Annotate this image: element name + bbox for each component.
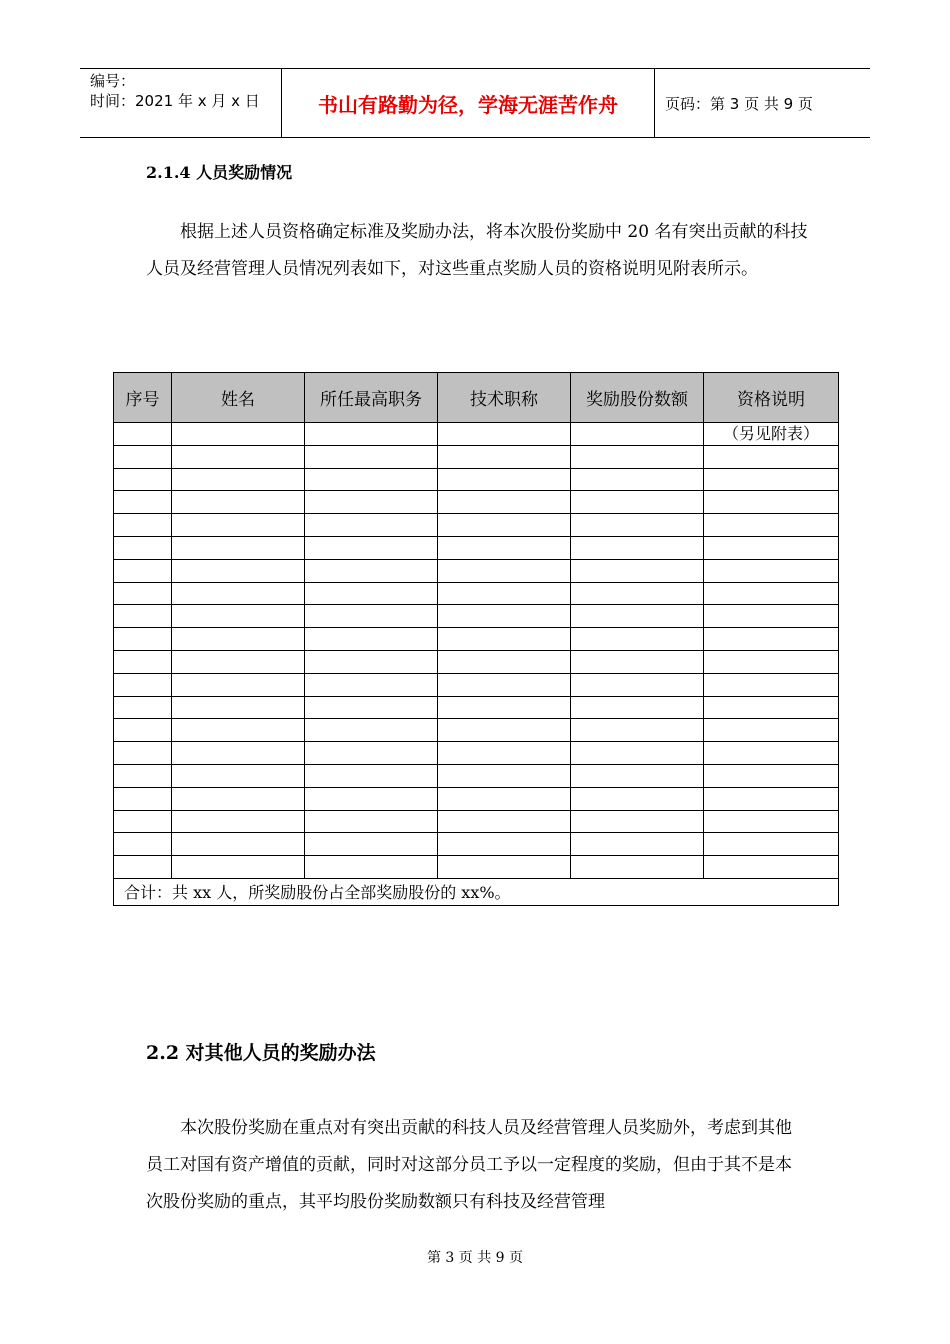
section-2-2-heading: 2.2 对其他人员的奖励办法	[146, 1042, 376, 1064]
table-row	[114, 582, 839, 605]
table-total: 合计：共 xx 人，所奖励股份占全部奖励股份的 xx%。	[114, 878, 839, 905]
page-header	[80, 68, 870, 138]
section-2-1-4-paragraph	[146, 214, 808, 288]
table-row	[114, 536, 839, 559]
col-header-shares: 奖励股份数额	[571, 373, 704, 423]
page-footer: 第 3 页 共 9 页	[426, 1250, 524, 1266]
qualification-note: （另见附表）	[704, 423, 839, 446]
table-row	[114, 696, 839, 719]
col-header-index: 序号	[114, 373, 172, 423]
table-row	[114, 856, 839, 879]
table-row	[114, 764, 839, 787]
section-2-1-4-text: 根据上述人员资格确定标准及奖励办法，将本次股份奖励中 20 名有突出贡献的科技人员及经营管理人员情况列表如下，对这些重点奖励人员的资格说明见附表所示。	[146, 222, 808, 279]
table-row	[114, 650, 839, 673]
table-header-row	[114, 373, 839, 423]
section-2-2-text: 本次股份奖励在重点对有突出贡献的科技人员及经营管理人员奖励外，考虑到其他员工对国有资产增值的贡献，同时对这部分员工予以一定程度的奖励，但由于其不是本次股份奖励的重点，其平均股份奖励数额只有科技及经营管理	[146, 1118, 792, 1212]
table-row	[114, 810, 839, 833]
table-row	[114, 468, 839, 491]
header-meta	[80, 69, 282, 137]
table-row	[114, 559, 839, 582]
award-table	[113, 372, 839, 906]
table-row	[114, 445, 839, 468]
table-row	[114, 833, 839, 856]
section-2-2-paragraph	[146, 1110, 808, 1221]
header-time: 时间：2021 年 x 月 x 日	[90, 92, 260, 110]
section-2-1-4-heading: 2.1.4 人员奖励情况	[146, 163, 293, 182]
table-row	[114, 628, 839, 651]
header-slogan: 书山有路勤为径，学海无涯苦作舟	[282, 69, 655, 137]
table-row	[114, 514, 839, 537]
table-row	[114, 787, 839, 810]
table-row	[114, 605, 839, 628]
table-row	[114, 719, 839, 742]
table-row	[114, 423, 839, 446]
header-page-number: 页码：第 3 页 共 9 页	[665, 94, 813, 113]
table-row	[114, 742, 839, 765]
table-total-row	[114, 878, 839, 905]
col-header-name: 姓名	[172, 373, 305, 423]
col-header-position: 所任最高职务	[305, 373, 438, 423]
table-row	[114, 491, 839, 514]
col-header-title: 技术职称	[438, 373, 571, 423]
header-number: 编号：	[90, 72, 136, 90]
col-header-qualification: 资格说明	[704, 373, 839, 423]
table-row	[114, 673, 839, 696]
